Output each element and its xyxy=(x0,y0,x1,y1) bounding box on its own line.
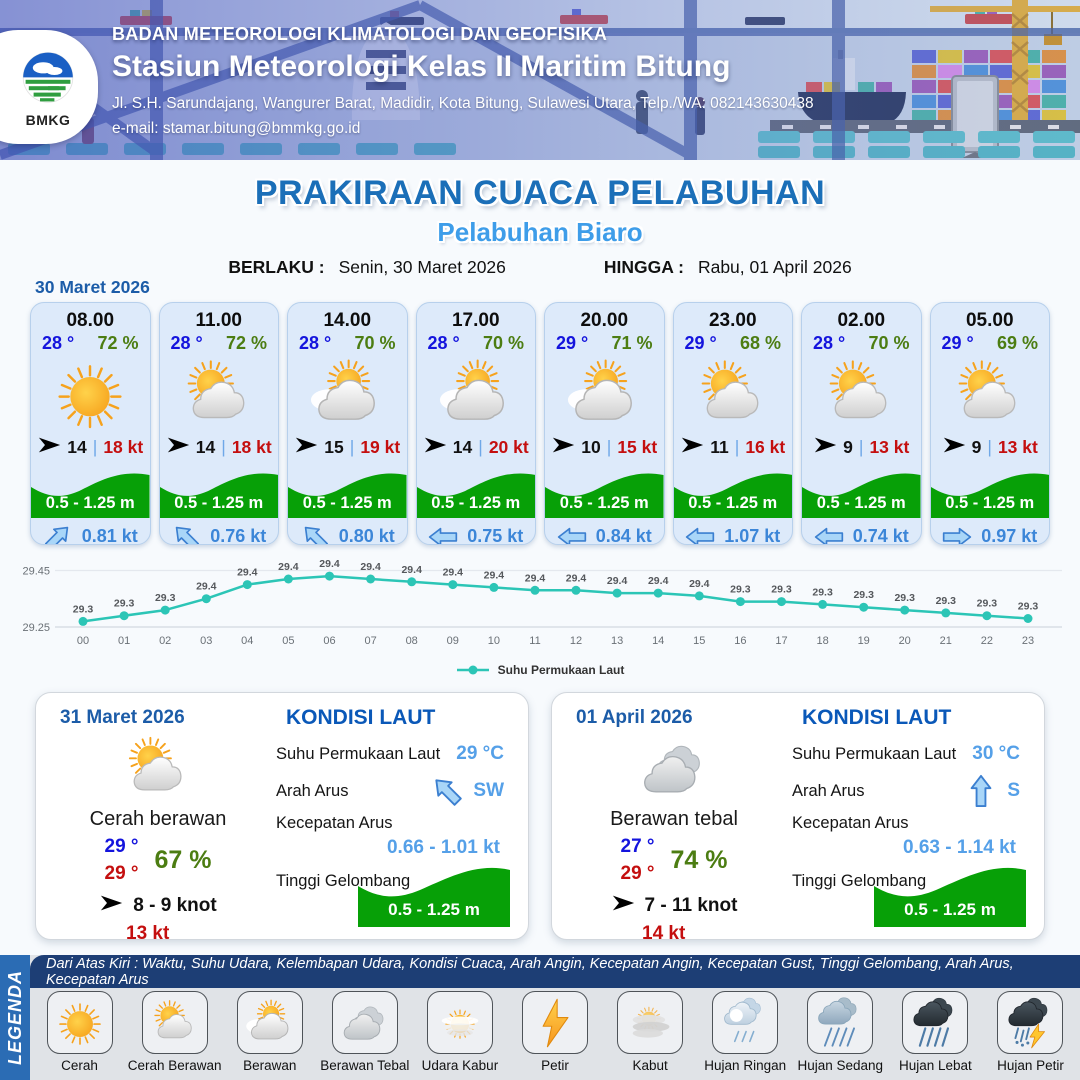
current-speed-row xyxy=(276,814,504,859)
wind-speed-range: 8 - 9 knot xyxy=(133,895,217,917)
svg-text:29.4: 29.4 xyxy=(196,580,217,593)
wind-gust-divider: | xyxy=(221,437,226,457)
legend-section xyxy=(0,955,1080,1080)
legend-item xyxy=(317,991,412,1080)
wave-height-value: 0.5 - 1.25 m xyxy=(302,494,392,512)
svg-text:29.3: 29.3 xyxy=(113,597,135,610)
weather-icon-cerah-berawan xyxy=(99,731,217,807)
current-speed-value: 0.63 - 1.14 kt xyxy=(902,837,1016,858)
svg-text:29.3: 29.3 xyxy=(730,583,751,596)
wave-height-band xyxy=(545,462,664,518)
svg-text:29.25: 29.25 xyxy=(22,622,50,634)
wind-direction-icon xyxy=(813,436,838,459)
current-row xyxy=(802,518,921,545)
legend-item-label: Hujan Ringan xyxy=(704,1058,787,1073)
wave-height-value: 0.5 - 1.25 m xyxy=(388,900,480,919)
svg-text:13: 13 xyxy=(610,635,624,647)
chart-legend-label: Suhu Permukaan Laut xyxy=(497,663,625,677)
humidity-value: 72 % xyxy=(225,333,267,353)
sst-label: Suhu Permukaan Laut xyxy=(792,744,957,763)
weather-icon-cerah-berawan xyxy=(931,354,1050,436)
current-direction-arrow-icon xyxy=(300,526,330,546)
wind-gust-divider: | xyxy=(987,437,992,457)
hourly-forecast-card xyxy=(930,302,1051,545)
legend-weather-icon-hujan-petir xyxy=(997,991,1063,1054)
svg-text:29.3: 29.3 xyxy=(771,583,792,596)
svg-text:29.4: 29.4 xyxy=(360,561,381,573)
wind-speed: 14 xyxy=(195,437,216,457)
wind-row xyxy=(568,894,780,918)
wind-speed: 10 xyxy=(581,437,601,457)
temp-humidity-row xyxy=(545,332,664,354)
legend-item-label: Kabut xyxy=(632,1058,668,1073)
wave-height-value: 0.5 - 1.25 m xyxy=(816,494,906,512)
wave-height-value: 0.5 - 1.25 m xyxy=(945,494,1035,512)
wind-gust-divider: | xyxy=(606,437,612,457)
sst-label: Suhu Permukaan Laut xyxy=(276,744,441,763)
legend-item xyxy=(127,991,222,1080)
current-direction-value: S xyxy=(1007,780,1020,801)
legend-item-label: Cerah Berawan xyxy=(127,1058,222,1073)
svg-text:29.3: 29.3 xyxy=(1017,600,1039,613)
legend-item-label: Berawan Tebal xyxy=(320,1058,410,1073)
bmkg-logo xyxy=(0,30,98,144)
legend-weather-icon-udara-kabur xyxy=(427,991,493,1054)
svg-text:29.45: 29.45 xyxy=(22,565,50,578)
svg-text:29.3: 29.3 xyxy=(976,597,998,610)
wind-row xyxy=(545,436,664,459)
svg-text:29.3: 29.3 xyxy=(72,603,94,616)
current-direction-arrow-icon xyxy=(685,526,715,546)
current-row xyxy=(417,518,536,545)
weather-icon-cerah-berawan xyxy=(802,354,921,436)
wave-height-value: 0.5 - 1.25 m xyxy=(688,494,778,512)
current-direction-arrow-icon xyxy=(43,526,73,546)
weather-icon-berawan xyxy=(545,354,664,436)
max-temperature: 29 ° xyxy=(620,862,655,884)
sst-chart xyxy=(0,552,1080,652)
weather-icon-berawan xyxy=(288,354,407,436)
svg-text:11: 11 xyxy=(529,635,541,647)
current-direction-arrow-icon xyxy=(430,778,464,804)
weather-condition: Berawan tebal xyxy=(610,808,738,830)
legend-weather-icon-kabut xyxy=(617,991,683,1054)
wind-row xyxy=(31,436,150,459)
wind-gust-divider: | xyxy=(858,437,864,457)
wave-height-band xyxy=(931,462,1050,518)
legend-item xyxy=(32,991,127,1080)
forecast-time: 14.00 xyxy=(323,310,372,331)
panel-date: 01 April 2026 xyxy=(576,707,693,728)
svg-text:12: 12 xyxy=(569,635,583,647)
weather-icon-cerah-berawan xyxy=(160,354,279,436)
svg-text:20: 20 xyxy=(898,635,911,647)
wave-height-value: 0.5 - 1.25 m xyxy=(431,494,521,512)
current-row xyxy=(674,518,793,545)
svg-text:23: 23 xyxy=(1021,635,1035,647)
current-direction-arrow-icon xyxy=(942,526,972,546)
hingga-label: HINGGA : xyxy=(603,257,684,277)
air-temperature: 29 ° xyxy=(556,333,589,353)
wave-height-band xyxy=(802,462,921,518)
temp-humidity-block xyxy=(52,834,264,887)
legend-weather-icon-hujan-ringan xyxy=(712,991,778,1054)
wind-row xyxy=(52,894,264,918)
legend-item xyxy=(412,991,507,1080)
wind-speed: 9 xyxy=(843,437,853,457)
wave-height-value: 0.5 - 1.25 m xyxy=(559,494,649,512)
sst-row xyxy=(792,743,1020,765)
forecast-time: 05.00 xyxy=(965,310,1014,331)
wind-direction-icon xyxy=(611,894,636,918)
legend-weather-icon-hujan-sedang xyxy=(807,991,873,1054)
gust-speed: 20 kt xyxy=(488,437,529,457)
air-temperature: 29 ° xyxy=(684,333,717,353)
current-direction-row xyxy=(792,778,1020,804)
forecast-time: 17.00 xyxy=(451,310,500,331)
air-temperature: 28 ° xyxy=(427,333,460,353)
wind-speed: 14 xyxy=(67,437,87,457)
hourly-forecast-card xyxy=(801,302,922,545)
wind-direction-icon xyxy=(99,894,124,918)
legend-item-label: Hujan Petir xyxy=(997,1058,1064,1073)
current-direction-arrow-icon xyxy=(171,526,201,546)
chart-legend-marker-icon xyxy=(456,664,490,676)
svg-text:08: 08 xyxy=(405,635,418,647)
hourly-forecast-card xyxy=(544,302,665,545)
hourly-forecast-card xyxy=(673,302,794,545)
legend-item xyxy=(793,991,888,1080)
svg-text:21: 21 xyxy=(939,635,952,647)
chart-legend xyxy=(0,660,1080,680)
current-direction-arrow-icon xyxy=(428,526,458,546)
wave-height-band xyxy=(288,462,407,518)
legend-weather-icon-berawan-tebal xyxy=(332,991,398,1054)
panel-date: 31 Maret 2026 xyxy=(60,707,185,728)
weather-icon-cerah-berawan xyxy=(674,354,793,436)
current-speed: 0.80 kt xyxy=(338,526,395,545)
temp-humidity-row xyxy=(288,332,407,354)
current-direction-arrow-icon xyxy=(814,526,844,546)
forecast-time: 23.00 xyxy=(708,310,757,331)
temp-humidity-row xyxy=(417,332,536,354)
current-direction-label: Arah Arus xyxy=(276,781,349,800)
current-direction-row xyxy=(276,778,504,804)
wave-height-value: 0.5 - 1.25 m xyxy=(904,900,996,919)
weather-icon-cerah xyxy=(31,354,150,436)
hourly-forecast-card xyxy=(159,302,280,545)
wind-gust-divider: | xyxy=(92,437,98,457)
gust-speed: 14 kt xyxy=(642,923,686,945)
berlaku-label: BERLAKU : xyxy=(228,257,325,277)
svg-text:29.3: 29.3 xyxy=(812,586,833,599)
daily-forecast-panel xyxy=(551,692,1045,945)
svg-text:04: 04 xyxy=(241,635,254,647)
legend-item-label: Hujan Sedang xyxy=(797,1058,884,1073)
svg-text:29.4: 29.4 xyxy=(483,569,505,582)
wind-direction-icon xyxy=(942,436,967,459)
svg-text:29.4: 29.4 xyxy=(237,566,258,579)
wind-direction-icon xyxy=(37,436,62,459)
weather-condition: Cerah berawan xyxy=(89,808,227,830)
wind-row xyxy=(802,436,921,459)
forecast-time: 20.00 xyxy=(580,310,629,331)
current-speed-value: 0.66 - 1.01 kt xyxy=(386,837,500,858)
sea-conditions-title: KONDISI LAUT xyxy=(286,706,436,729)
gust-speed: 13 kt xyxy=(869,437,910,457)
humidity-value: 74 % xyxy=(670,846,728,875)
wind-gust-divider: | xyxy=(349,437,355,457)
wind-direction-icon xyxy=(166,436,191,459)
humidity-value: 70 % xyxy=(354,333,396,353)
svg-text:29.4: 29.4 xyxy=(524,572,546,585)
legend-item-label: Berawan xyxy=(243,1058,297,1073)
gust-speed: 13 kt xyxy=(126,923,170,945)
station-name: Stasiun Meteorologi Kelas II Maritim Bitung xyxy=(112,50,731,83)
current-speed: 0.84 kt xyxy=(595,526,652,545)
wave-height-band xyxy=(31,462,150,518)
svg-text:29.3: 29.3 xyxy=(154,592,176,605)
svg-text:16: 16 xyxy=(734,635,747,647)
sst-row xyxy=(276,743,504,765)
svg-text:29.4: 29.4 xyxy=(647,575,669,588)
wave-height-label: Tinggi Gelombang xyxy=(792,872,927,890)
legend-item-label: Petir xyxy=(541,1058,569,1073)
title-section xyxy=(0,160,1080,300)
humidity-value: 72 % xyxy=(97,333,139,353)
page-title: PRAKIRAAN CUACA PELABUHAN xyxy=(254,174,826,212)
wave-height-badge xyxy=(358,857,510,927)
hourly-forecast-card xyxy=(416,302,537,545)
current-row xyxy=(31,518,150,545)
wind-row xyxy=(160,436,279,459)
wind-row xyxy=(417,436,536,459)
daily-weather-summary xyxy=(36,693,264,945)
header xyxy=(0,0,1080,160)
current-speed-label: Kecepatan Arus xyxy=(276,814,393,832)
forecast-date: 30 Maret 2026 xyxy=(35,277,150,297)
gust-speed: 18 kt xyxy=(103,437,144,457)
forecast-time: 11.00 xyxy=(195,310,242,331)
temp-humidity-row xyxy=(674,332,793,354)
air-temperature: 28 ° xyxy=(170,333,203,353)
current-row xyxy=(545,518,664,545)
temp-humidity-row xyxy=(931,332,1050,354)
sst-value: 29 °C xyxy=(456,743,504,764)
svg-text:03: 03 xyxy=(200,635,213,647)
legend-items xyxy=(32,991,1078,1080)
svg-text:19: 19 xyxy=(857,635,870,647)
agency-name: BADAN METEOROLOGI KLIMATOLOGI DAN GEOFISIKA xyxy=(112,24,608,44)
svg-text:29.3: 29.3 xyxy=(935,594,957,607)
svg-text:06: 06 xyxy=(323,635,336,647)
humidity-value: 68 % xyxy=(739,333,781,353)
current-direction-arrow-icon xyxy=(964,778,998,804)
wave-height-band xyxy=(160,462,279,518)
bmkg-emblem-icon xyxy=(16,47,80,111)
svg-text:29.4: 29.4 xyxy=(442,566,464,579)
legend-weather-icon-hujan-lebat xyxy=(902,991,968,1054)
berlaku-value: Senin, 30 Maret 2026 xyxy=(338,257,506,277)
temp-humidity-block xyxy=(568,834,780,887)
legend-weather-icon-cerah xyxy=(47,991,113,1054)
svg-text:29.4: 29.4 xyxy=(565,572,587,585)
wind-gust-divider: | xyxy=(734,437,740,457)
sea-conditions-title: KONDISI LAUT xyxy=(802,706,952,729)
temp-humidity-row xyxy=(31,332,150,354)
min-temperature: 29 ° xyxy=(104,836,139,857)
humidity-value: 69 % xyxy=(996,333,1038,353)
current-direction-label: Arah Arus xyxy=(792,781,865,800)
station-email: e-mail: stamar.bitung@bmmkg.go.id xyxy=(112,120,361,137)
svg-text:29.4: 29.4 xyxy=(278,561,299,573)
svg-text:15: 15 xyxy=(693,635,706,647)
svg-text:29.4: 29.4 xyxy=(401,563,422,576)
sea-conditions xyxy=(264,693,528,939)
legend-note xyxy=(30,955,1080,988)
wave-height-label: Tinggi Gelombang xyxy=(276,872,411,890)
station-address: Jl. S.H. Sarundajang, Wangurer Barat, Madidir, Kota Bitung, Sulawesi Utara, Telp./WA: 082143630438 xyxy=(112,95,814,112)
current-speed: 1.07 kt xyxy=(724,526,781,545)
hingga-value: Rabu, 01 April 2026 xyxy=(697,257,852,277)
current-direction-arrow-icon xyxy=(557,526,587,546)
air-temperature: 28 ° xyxy=(42,333,75,353)
sst-value: 30 °C xyxy=(972,743,1020,764)
svg-text:05: 05 xyxy=(282,635,295,647)
wind-row xyxy=(931,436,1050,459)
wind-speed: 15 xyxy=(324,437,344,457)
wave-height-band xyxy=(674,462,793,518)
legend-weather-icon-berawan xyxy=(237,991,303,1054)
wind-direction-icon xyxy=(294,436,319,459)
min-temperature: 27 ° xyxy=(620,836,655,857)
daily-panels xyxy=(0,692,1080,945)
current-row xyxy=(931,518,1050,545)
validity-line xyxy=(0,257,1080,278)
legend-item xyxy=(698,991,793,1080)
wind-speed-range: 7 - 11 knot xyxy=(644,895,738,917)
svg-text:29.4: 29.4 xyxy=(606,575,628,588)
current-speed: 0.81 kt xyxy=(81,526,138,545)
svg-text:29.3: 29.3 xyxy=(853,589,874,602)
gust-speed: 19 kt xyxy=(360,437,401,457)
daily-weather-summary xyxy=(552,693,780,945)
wind-speed: 11 xyxy=(710,437,729,457)
legend-item xyxy=(222,991,317,1080)
port-name: Pelabuhan Biaro xyxy=(437,217,643,247)
gust-speed: 18 kt xyxy=(231,437,272,457)
legend-note-text: Dari Atas Kiri : Waktu, Suhu Udara, Kelembapan Udara, Kondisi Cuaca, Arah Angin, Kecepatan Angin, Kecepatan Gust, Tinggi Gelombang, Arah Arus, Kecepatan Arus xyxy=(46,955,1014,988)
wind-direction-icon xyxy=(680,436,705,459)
legend-sidebar-label: LEGENDA xyxy=(4,969,25,1066)
forecast-time: 02.00 xyxy=(837,310,886,331)
wind-direction-icon xyxy=(551,436,576,459)
hourly-forecast-card xyxy=(287,302,408,545)
daily-forecast-panel xyxy=(35,692,529,945)
humidity-value: 70 % xyxy=(482,333,524,353)
gust-speed: 16 kt xyxy=(745,437,786,457)
current-speed: 0.97 kt xyxy=(981,526,1038,545)
wave-height-value: 0.5 - 1.25 m xyxy=(45,494,135,512)
svg-text:14: 14 xyxy=(652,635,665,647)
svg-text:00: 00 xyxy=(76,635,90,647)
svg-text:10: 10 xyxy=(487,635,501,647)
humidity-value: 70 % xyxy=(868,333,910,353)
svg-text:09: 09 xyxy=(446,635,459,647)
current-speed: 0.74 kt xyxy=(852,526,909,545)
legend-item-label: Hujan Lebat xyxy=(898,1058,972,1073)
air-temperature: 28 ° xyxy=(813,333,846,353)
current-speed-row xyxy=(792,814,1020,859)
current-speed-label: Kecepatan Arus xyxy=(792,814,909,832)
air-temperature: 29 ° xyxy=(941,333,974,353)
svg-text:18: 18 xyxy=(816,635,829,647)
hourly-forecast-card xyxy=(30,302,151,545)
humidity-value: 67 % xyxy=(154,846,212,875)
svg-text:17: 17 xyxy=(775,635,788,647)
legend-item xyxy=(983,991,1078,1080)
legend-item xyxy=(603,991,698,1080)
wave-height-band xyxy=(417,462,536,518)
wind-speed: 14 xyxy=(452,437,473,457)
wave-height-badge xyxy=(874,857,1026,927)
sea-conditions xyxy=(780,693,1044,939)
hourly-forecast-row xyxy=(0,302,1080,545)
svg-text:01: 01 xyxy=(117,635,131,647)
current-speed: 0.76 kt xyxy=(210,526,267,545)
svg-text:29.3: 29.3 xyxy=(894,592,915,605)
weather-icon-berawan xyxy=(417,354,536,436)
legend-sidebar xyxy=(0,955,30,1080)
weather-icon-berawan-tebal xyxy=(615,731,733,807)
wind-direction-icon xyxy=(423,436,448,459)
legend-item xyxy=(888,991,983,1080)
wind-speed: 9 xyxy=(971,437,982,457)
max-temperature: 29 ° xyxy=(104,862,139,884)
humidity-value: 71 % xyxy=(611,333,653,353)
legend-item xyxy=(507,991,602,1080)
legend-item-label: Udara Kabur xyxy=(421,1058,499,1073)
svg-text:22: 22 xyxy=(980,635,994,647)
gust-speed: 13 kt xyxy=(997,437,1038,457)
bmkg-logo-text: BMKG xyxy=(25,111,71,128)
gust-speed: 15 kt xyxy=(617,437,658,457)
current-row xyxy=(160,518,279,545)
wind-gust-divider: | xyxy=(478,437,483,457)
temp-humidity-row xyxy=(160,332,279,354)
svg-text:29.4: 29.4 xyxy=(689,577,710,590)
legend-weather-icon-cerah-berawan xyxy=(142,991,208,1054)
current-row xyxy=(288,518,407,545)
svg-text:02: 02 xyxy=(159,635,172,647)
svg-text:29.4: 29.4 xyxy=(319,558,340,571)
wave-height-value: 0.5 - 1.25 m xyxy=(174,494,264,512)
current-speed: 0.75 kt xyxy=(467,526,524,545)
wind-row xyxy=(288,436,407,459)
temp-humidity-row xyxy=(802,332,921,354)
air-temperature: 28 ° xyxy=(299,333,332,353)
current-direction-value: SW xyxy=(473,780,504,801)
wind-row xyxy=(674,436,793,459)
svg-text:07: 07 xyxy=(364,635,377,647)
legend-weather-icon-petir xyxy=(522,991,588,1054)
legend-item-label: Cerah xyxy=(61,1058,98,1073)
forecast-time: 08.00 xyxy=(66,310,115,331)
